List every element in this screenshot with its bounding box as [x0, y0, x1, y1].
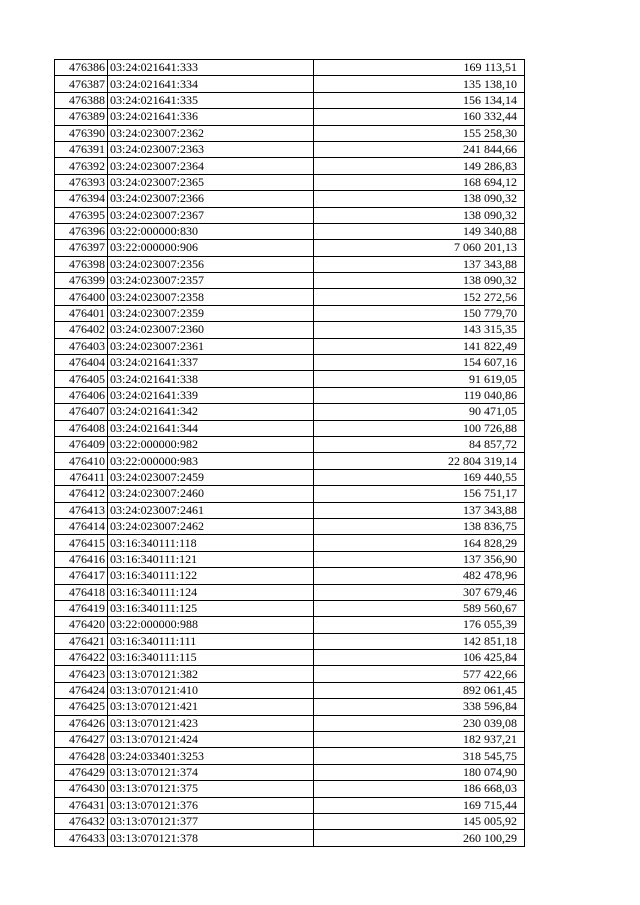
row-number-cell: 476412 — [55, 486, 108, 502]
row-number-cell: 476414 — [55, 518, 108, 534]
row-number-cell: 476425 — [55, 699, 108, 715]
value-cell: 154 607,16 — [314, 355, 525, 371]
cadastral-code-cell: 03:13:070121:376 — [108, 797, 314, 813]
value-cell: 164 828,29 — [314, 535, 525, 551]
value-cell: 260 100,29 — [314, 830, 525, 846]
value-cell: 577 422,66 — [314, 666, 525, 682]
row-number-cell: 476389 — [55, 109, 108, 125]
row-number-cell: 476405 — [55, 371, 108, 387]
table-row — [55, 781, 525, 797]
row-number-cell: 476417 — [55, 568, 108, 584]
table-row — [55, 289, 525, 305]
cadastral-code-cell: 03:13:070121:410 — [108, 682, 314, 698]
value-cell: 143 315,35 — [314, 322, 525, 338]
value-cell: 138 836,75 — [314, 518, 525, 534]
cadastral-code-cell: 03:24:023007:2357 — [108, 273, 314, 289]
row-number-cell: 476395 — [55, 207, 108, 223]
row-number-cell: 476396 — [55, 223, 108, 239]
row-number-cell: 476426 — [55, 715, 108, 731]
value-cell: 106 425,84 — [314, 650, 525, 666]
row-number-cell: 476408 — [55, 420, 108, 436]
table-row — [55, 92, 525, 108]
value-cell: 137 343,88 — [314, 502, 525, 518]
value-cell: 145 005,92 — [314, 813, 525, 829]
row-number-cell: 476398 — [55, 256, 108, 272]
cadastral-code-cell: 03:24:021641:335 — [108, 92, 314, 108]
value-cell: 142 851,18 — [314, 633, 525, 649]
row-number-cell: 476422 — [55, 650, 108, 666]
row-number-cell: 476421 — [55, 633, 108, 649]
row-number-cell: 476423 — [55, 666, 108, 682]
value-cell: 156 751,17 — [314, 486, 525, 502]
row-number-cell: 476404 — [55, 355, 108, 371]
table-row — [55, 191, 525, 207]
cadastral-code-cell: 03:24:023007:2460 — [108, 486, 314, 502]
table-row — [55, 682, 525, 698]
row-number-cell: 476402 — [55, 322, 108, 338]
value-cell: 169 440,55 — [314, 469, 525, 485]
table-row — [55, 223, 525, 239]
table-row — [55, 240, 525, 256]
cadastral-code-cell: 03:16:340111:111 — [108, 633, 314, 649]
table-row — [55, 338, 525, 354]
cadastral-code-cell: 03:24:021641:333 — [108, 60, 314, 76]
cadastral-code-cell: 03:22:000000:983 — [108, 453, 314, 469]
value-cell: 149 340,88 — [314, 223, 525, 239]
table-body — [55, 60, 525, 847]
cadastral-code-cell: 03:16:340111:121 — [108, 551, 314, 567]
cadastral-code-cell: 03:16:340111:125 — [108, 600, 314, 616]
table-row — [55, 617, 525, 633]
row-number-cell: 476397 — [55, 240, 108, 256]
value-cell: 152 272,56 — [314, 289, 525, 305]
table-row — [55, 371, 525, 387]
table-row — [55, 60, 525, 76]
table-row — [55, 518, 525, 534]
table-row — [55, 748, 525, 764]
cadastral-code-cell: 03:24:021641:344 — [108, 420, 314, 436]
cadastral-code-cell: 03:16:340111:118 — [108, 535, 314, 551]
table-row — [55, 568, 525, 584]
cadastral-code-cell: 03:24:023007:2362 — [108, 125, 314, 141]
table-row — [55, 502, 525, 518]
value-cell: 150 779,70 — [314, 305, 525, 321]
row-number-cell: 476401 — [55, 305, 108, 321]
table-row — [55, 125, 525, 141]
cadastral-code-cell: 03:13:070121:375 — [108, 781, 314, 797]
cadastral-code-cell: 03:24:023007:2358 — [108, 289, 314, 305]
value-cell: 84 857,72 — [314, 436, 525, 452]
value-cell: 138 090,32 — [314, 207, 525, 223]
row-number-cell: 476432 — [55, 813, 108, 829]
row-number-cell: 476409 — [55, 436, 108, 452]
cadastral-code-cell: 03:16:340111:122 — [108, 568, 314, 584]
row-number-cell: 476429 — [55, 764, 108, 780]
table-row — [55, 486, 525, 502]
row-number-cell: 476388 — [55, 92, 108, 108]
value-cell: 338 596,84 — [314, 699, 525, 715]
table-row — [55, 813, 525, 829]
row-number-cell: 476387 — [55, 76, 108, 92]
row-number-cell: 476413 — [55, 502, 108, 518]
value-cell: 182 937,21 — [314, 732, 525, 748]
row-number-cell: 476390 — [55, 125, 108, 141]
table-row — [55, 109, 525, 125]
row-number-cell: 476400 — [55, 289, 108, 305]
row-number-cell: 476403 — [55, 338, 108, 354]
cadastral-code-cell: 03:24:021641:338 — [108, 371, 314, 387]
row-number-cell: 476386 — [55, 60, 108, 76]
cadastral-code-cell: 03:13:070121:424 — [108, 732, 314, 748]
cadastral-code-cell: 03:22:000000:982 — [108, 436, 314, 452]
cadastral-code-cell: 03:24:021641:336 — [108, 109, 314, 125]
value-cell: 22 804 319,14 — [314, 453, 525, 469]
cadastral-code-cell: 03:13:070121:423 — [108, 715, 314, 731]
table-row — [55, 469, 525, 485]
value-cell: 168 694,12 — [314, 174, 525, 190]
row-number-cell: 476394 — [55, 191, 108, 207]
cadastral-code-cell: 03:13:070121:421 — [108, 699, 314, 715]
row-number-cell: 476407 — [55, 404, 108, 420]
cadastral-code-cell: 03:13:070121:378 — [108, 830, 314, 846]
row-number-cell: 476433 — [55, 830, 108, 846]
value-cell: 892 061,45 — [314, 682, 525, 698]
table-row — [55, 715, 525, 731]
cadastral-code-cell: 03:22:000000:906 — [108, 240, 314, 256]
value-cell: 241 844,66 — [314, 141, 525, 157]
value-cell: 169 715,44 — [314, 797, 525, 813]
value-cell: 138 090,32 — [314, 273, 525, 289]
row-number-cell: 476406 — [55, 387, 108, 403]
value-cell: 7 060 201,13 — [314, 240, 525, 256]
row-number-cell: 476431 — [55, 797, 108, 813]
value-cell: 90 471,05 — [314, 404, 525, 420]
table-row — [55, 256, 525, 272]
table-row — [55, 650, 525, 666]
table-row — [55, 305, 525, 321]
table-row — [55, 453, 525, 469]
value-cell: 307 679,46 — [314, 584, 525, 600]
table-row — [55, 584, 525, 600]
value-cell: 186 668,03 — [314, 781, 525, 797]
value-cell: 149 286,83 — [314, 158, 525, 174]
row-number-cell: 476391 — [55, 141, 108, 157]
row-number-cell: 476411 — [55, 469, 108, 485]
row-number-cell: 476430 — [55, 781, 108, 797]
value-cell: 482 478,96 — [314, 568, 525, 584]
value-cell: 91 619,05 — [314, 371, 525, 387]
cadastral-code-cell: 03:24:023007:2459 — [108, 469, 314, 485]
value-cell: 156 134,14 — [314, 92, 525, 108]
row-number-cell: 476410 — [55, 453, 108, 469]
table-row — [55, 76, 525, 92]
cadastral-code-cell: 03:24:021641:334 — [108, 76, 314, 92]
value-cell: 180 074,90 — [314, 764, 525, 780]
cadastral-code-cell: 03:16:340111:124 — [108, 584, 314, 600]
table-row — [55, 764, 525, 780]
cadastral-code-cell: 03:13:070121:377 — [108, 813, 314, 829]
row-number-cell: 476418 — [55, 584, 108, 600]
cadastral-code-cell: 03:24:021641:337 — [108, 355, 314, 371]
value-cell: 100 726,88 — [314, 420, 525, 436]
cadastral-code-cell: 03:24:023007:2366 — [108, 191, 314, 207]
value-cell: 176 055,39 — [314, 617, 525, 633]
table-row — [55, 404, 525, 420]
value-cell: 160 332,44 — [314, 109, 525, 125]
value-cell: 169 113,51 — [314, 60, 525, 76]
row-number-cell: 476393 — [55, 174, 108, 190]
row-number-cell: 476427 — [55, 732, 108, 748]
cadastral-code-cell: 03:24:033401:3253 — [108, 748, 314, 764]
value-cell: 138 090,32 — [314, 191, 525, 207]
row-number-cell: 476424 — [55, 682, 108, 698]
table-row — [55, 174, 525, 190]
row-number-cell: 476392 — [55, 158, 108, 174]
table-row — [55, 420, 525, 436]
table-row — [55, 699, 525, 715]
cadastral-code-cell: 03:22:000000:830 — [108, 223, 314, 239]
value-cell: 230 039,08 — [314, 715, 525, 731]
table-row — [55, 436, 525, 452]
table-row — [55, 666, 525, 682]
table-row — [55, 830, 525, 846]
cadastral-code-cell: 03:24:023007:2365 — [108, 174, 314, 190]
table-row — [55, 158, 525, 174]
cadastral-code-cell: 03:24:023007:2363 — [108, 141, 314, 157]
cadastral-code-cell: 03:24:023007:2356 — [108, 256, 314, 272]
cadastral-code-cell: 03:16:340111:115 — [108, 650, 314, 666]
row-number-cell: 476415 — [55, 535, 108, 551]
table-row — [55, 797, 525, 813]
value-cell: 155 258,30 — [314, 125, 525, 141]
table-row — [55, 633, 525, 649]
table-row — [55, 387, 525, 403]
row-number-cell: 476419 — [55, 600, 108, 616]
cadastral-code-cell: 03:24:023007:2367 — [108, 207, 314, 223]
table-row — [55, 322, 525, 338]
table-row — [55, 207, 525, 223]
table-row — [55, 355, 525, 371]
table-row — [55, 141, 525, 157]
table-row — [55, 273, 525, 289]
cadastral-code-cell: 03:24:023007:2462 — [108, 518, 314, 534]
row-number-cell: 476428 — [55, 748, 108, 764]
cadastral-code-cell: 03:13:070121:374 — [108, 764, 314, 780]
cadastral-code-cell: 03:24:023007:2461 — [108, 502, 314, 518]
cadastral-code-cell: 03:24:021641:342 — [108, 404, 314, 420]
value-cell: 137 343,88 — [314, 256, 525, 272]
row-number-cell: 476416 — [55, 551, 108, 567]
value-cell: 589 560,67 — [314, 600, 525, 616]
table-row — [55, 535, 525, 551]
cadastral-code-cell: 03:24:023007:2360 — [108, 322, 314, 338]
cadastral-code-cell: 03:13:070121:382 — [108, 666, 314, 682]
value-cell: 318 545,75 — [314, 748, 525, 764]
cadastral-code-cell: 03:24:023007:2361 — [108, 338, 314, 354]
cadastral-code-cell: 03:24:023007:2359 — [108, 305, 314, 321]
row-number-cell: 476399 — [55, 273, 108, 289]
cadastral-code-cell: 03:22:000000:988 — [108, 617, 314, 633]
value-cell: 119 040,86 — [314, 387, 525, 403]
cadastral-code-cell: 03:24:021641:339 — [108, 387, 314, 403]
table-row — [55, 600, 525, 616]
table-row — [55, 551, 525, 567]
value-cell: 135 138,10 — [314, 76, 525, 92]
value-cell: 141 822,49 — [314, 338, 525, 354]
value-cell: 137 356,90 — [314, 551, 525, 567]
data-table — [54, 59, 525, 847]
cadastral-code-cell: 03:24:023007:2364 — [108, 158, 314, 174]
row-number-cell: 476420 — [55, 617, 108, 633]
table-row — [55, 732, 525, 748]
